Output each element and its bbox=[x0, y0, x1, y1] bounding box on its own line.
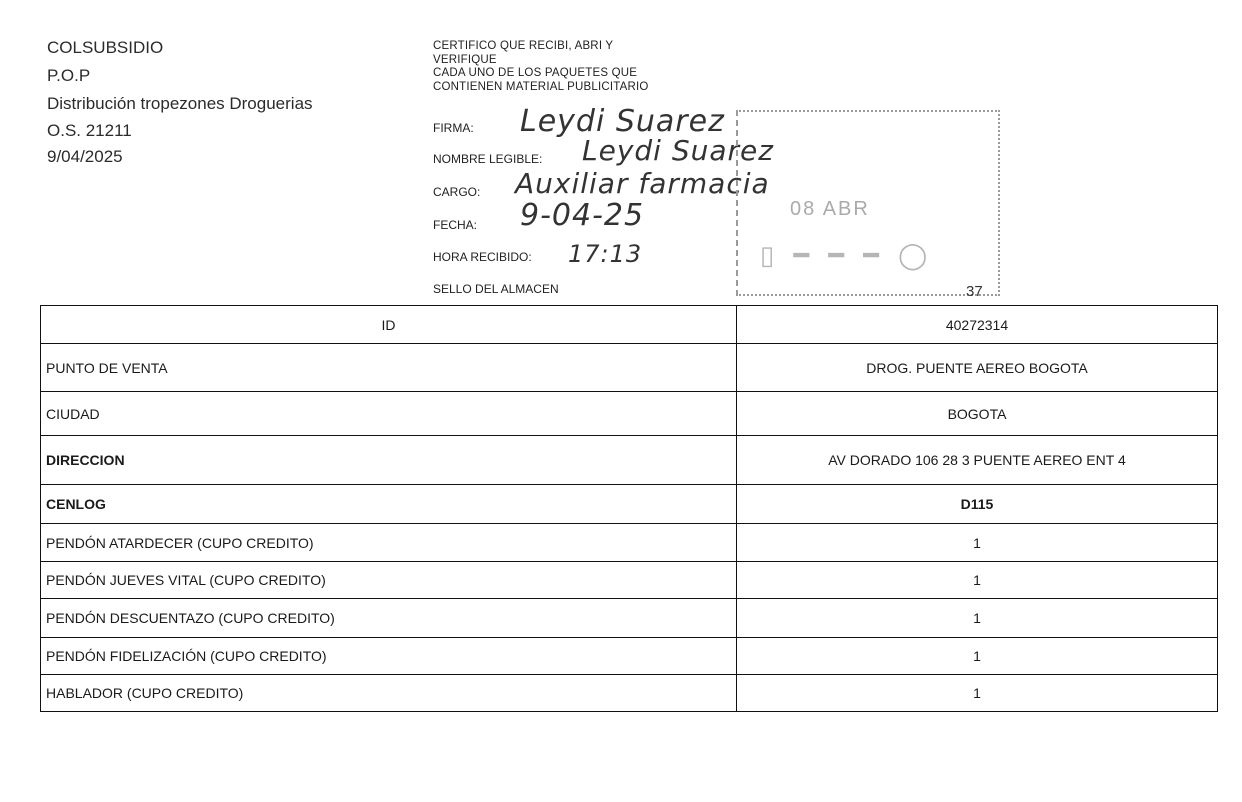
row-value: 1 bbox=[737, 638, 1218, 675]
table-row bbox=[41, 344, 1218, 392]
sello-label: SELLO DEL ALMACEN bbox=[433, 282, 559, 296]
row-value: D115 bbox=[737, 485, 1218, 524]
table-row bbox=[41, 599, 1218, 638]
delivery-table bbox=[40, 305, 1218, 712]
order-number: O.S. 21211 bbox=[47, 121, 132, 140]
hora-label: HORA RECIBIDO: bbox=[433, 250, 532, 264]
table-row bbox=[41, 485, 1218, 524]
row-value: 1 bbox=[737, 562, 1218, 599]
hora-value: 17:13 bbox=[568, 240, 643, 268]
company-name: COLSUBSIDIO bbox=[47, 38, 164, 57]
table-row bbox=[41, 436, 1218, 485]
header-block bbox=[47, 34, 313, 170]
row-value: 1 bbox=[737, 675, 1218, 712]
table-row bbox=[41, 392, 1218, 436]
table-row bbox=[41, 524, 1218, 562]
document-date: 9/04/2025 bbox=[47, 147, 123, 166]
row-label: ID bbox=[41, 306, 737, 344]
nombre-value: Leydi Suarez bbox=[582, 134, 774, 167]
row-value: AV DORADO 106 28 3 PUENTE AEREO ENT 4 bbox=[737, 436, 1218, 485]
certificate-line: CADA UNO DE LOS PAQUETES QUE bbox=[433, 67, 638, 79]
row-value: 1 bbox=[737, 524, 1218, 562]
pop-label: P.O.P bbox=[47, 66, 91, 85]
row-label: CENLOG bbox=[41, 485, 737, 524]
table-row bbox=[41, 638, 1218, 675]
cargo-value: Auxiliar farmacia bbox=[515, 167, 770, 200]
stamp-number: 37 bbox=[966, 283, 983, 300]
firma-label: FIRMA: bbox=[433, 121, 474, 135]
row-value: DROG. PUENTE AEREO BOGOTA bbox=[737, 344, 1218, 392]
distribution-title: Distribución tropezones Droguerias bbox=[47, 94, 313, 113]
row-label: CIUDAD bbox=[41, 392, 737, 436]
stamp-store-mark: ▯ ━ ━ ━ ◯ bbox=[760, 240, 934, 270]
row-value: 1 bbox=[737, 599, 1218, 638]
certificate-line: CONTIENEN MATERIAL PUBLICITARIO bbox=[433, 80, 649, 93]
row-value: BOGOTA bbox=[737, 392, 1218, 436]
table-row bbox=[41, 675, 1218, 712]
row-value: 40272314 bbox=[737, 306, 1218, 344]
row-label: DIRECCION bbox=[41, 436, 737, 485]
stamp-date: 08 ABR bbox=[790, 198, 870, 220]
row-label: PENDÓN FIDELIZACIÓN (CUPO CREDITO) bbox=[41, 638, 737, 675]
row-label: PENDÓN JUEVES VITAL (CUPO CREDITO) bbox=[41, 562, 737, 599]
fecha-label: FECHA: bbox=[433, 218, 478, 232]
firma-signature: Leydi Suarez bbox=[520, 104, 725, 139]
cargo-label: CARGO: bbox=[433, 185, 481, 199]
fecha-value: 9-04-25 bbox=[520, 198, 645, 233]
certificate-line: CERTIFICO QUE RECIBI, ABRI Y bbox=[433, 40, 614, 52]
row-label: PENDÓN DESCUENTAZO (CUPO CREDITO) bbox=[41, 599, 737, 638]
table-row bbox=[41, 562, 1218, 599]
certificate-text bbox=[433, 40, 649, 94]
certificate-line: VERIFIQUE bbox=[433, 53, 497, 66]
row-label: PENDÓN ATARDECER (CUPO CREDITO) bbox=[41, 524, 737, 562]
row-label: PUNTO DE VENTA bbox=[41, 344, 737, 392]
table-row bbox=[41, 306, 1218, 344]
row-label: HABLADOR (CUPO CREDITO) bbox=[41, 675, 737, 712]
nombre-label: NOMBRE LEGIBLE: bbox=[433, 152, 543, 166]
